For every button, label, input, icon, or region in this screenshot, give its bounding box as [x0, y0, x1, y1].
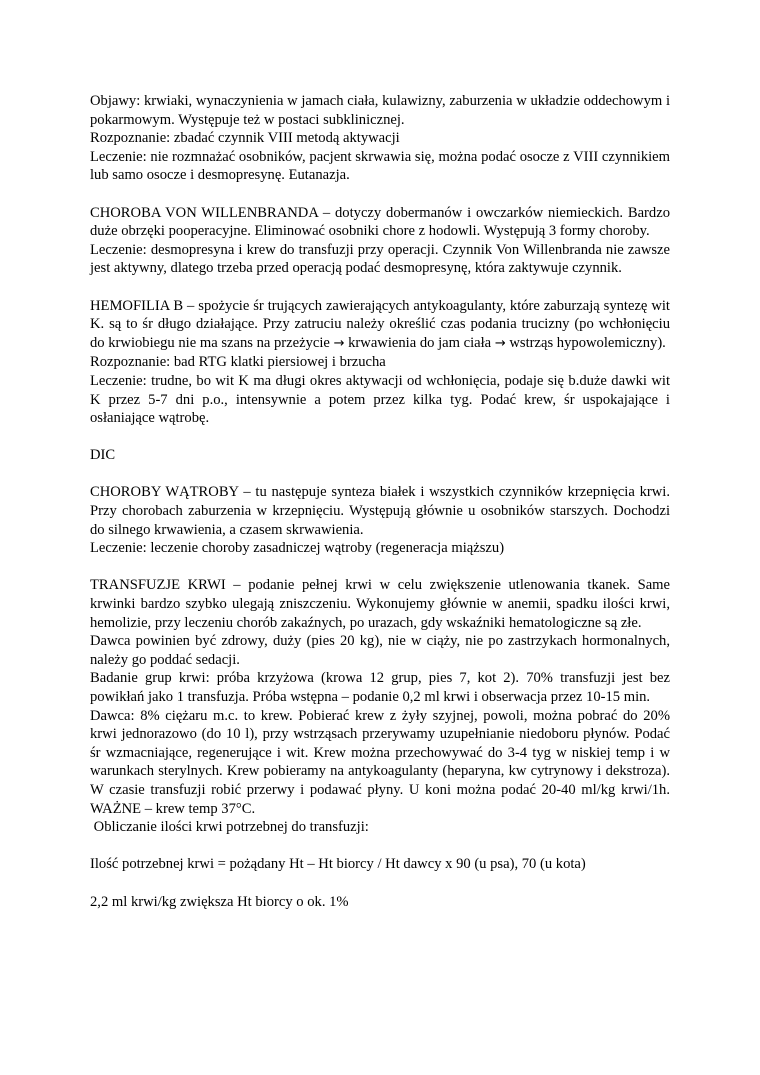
choroby-watroby-treatment: Leczenie: leczenie choroby zasadniczej wątroby (regeneracja miąższu) [90, 540, 505, 557]
hemofilia-b-treatment: Leczenie: trudne, bo wit K ma długi okres aktywacji od wchłonięcia, podaje się b.duże dawki wit K przez 5-7 dni p.o., intensywnie a potem przez kilka tyg. Podać krew, śr uspokajające i osłaniające wątrobę. [90, 372, 670, 427]
hemofilia-b-diagnosis: Rozpoznanie: bad RTG klatki piersiowej i brzucha [90, 354, 386, 371]
spacer [90, 428, 670, 447]
spacer [90, 185, 670, 204]
spacer [90, 465, 670, 484]
rozpoznanie-paragraph: Rozpoznanie: zbadać czynnik VIII metodą aktywacji [90, 130, 400, 147]
spacer [90, 837, 670, 856]
choroby-watroby-paragraph: CHOROBY WĄTROBY – tu następuje synteza białek i wszystkich czynników krzepnięcia krwi. Przy chorobach zaburzenia w krzepnięciu. Występują głównie u osobników starszych. Dochodzi do silnego krwawienia, a czasem skrwawienia. [90, 484, 670, 538]
spacer [90, 278, 670, 297]
document-page [90, 92, 670, 911]
von-willenbrand-treatment: Leczenie: desmopresyna i krew do transfuzji przy operacji. Czynnik Von Willenbranda nie zawsze jest aktywny, dlatego trzeba przed operacją podać desmopresynę, która zaktywuje czynnik. [90, 241, 670, 277]
formula-line: Ilość potrzebnej krwi = pożądany Ht – Ht biorcy / Ht dawcy x 90 (u psa), 70 (u kota) [90, 856, 586, 873]
von-willenbrand-paragraph: CHOROBA VON WILLENBRANDA – dotyczy dobermanów i owczarków niemieckich. Bardzo duże obrzęki pooperacyjne. Eliminować osobniki chore z hodowli. Występują 3 formy choroby. [90, 204, 670, 240]
arrow-right-icon: → [494, 335, 506, 351]
dawca-collection: Dawca: 8% ciężaru m.c. to krew. Pobierać krew z żyły szyjnej, powoli, można pobrać do 20% krwi jednorazowo (do 10 l), przy wstrząsach przerywamy uzupełnianie niedoboru płynów. Podać śr wzmacniające, regenerujące i wit. Krew można przechowywać do 3-4 tyg w niskiej temp i w warunkach sterylnych. Krew pobieramy na antykoagulanty (heparyna, kw cytrynowy i dekstroza). W czasie transfuzji robić przerwy i podawać płyny. U koni można podać 20-40 ml/kg krwi/1h. WAŻNE – krew temp 37°C. [90, 707, 670, 817]
leczenie-paragraph: Leczenie: nie rozmnażać osobników, pacjent skrwawia się, można podać osocze z VIII czynnikiem lub samo osocze i desmopresynę. Eutanazja. [90, 148, 670, 184]
ht-note: 2,2 ml krwi/kg zwiększa Ht biorcy o ok. 1% [90, 893, 349, 910]
hemofilia-b-text-b: krwawienia do jam ciała [348, 334, 492, 351]
arrow-right-icon: → [333, 335, 345, 351]
dawca-requirements: Dawca powinien być zdrowy, duży (pies 20 kg), nie w ciąży, nie po zastrzykach hormonalnych, należy go poddać sedacji. [90, 633, 670, 668]
objawy-paragraph: Objawy: krwiaki, wynaczynienia w jamach ciała, kulawizny, zaburzenia w układzie oddechowym i pokarmowym. Występuje też w postaci subklinicznej. [90, 93, 670, 128]
calculation-heading: Obliczanie ilości krwi potrzebnej do transfuzji: [90, 819, 369, 836]
hemofilia-b-text-a: HEMOFILIA B – spożycie śr trujących zawierających antykoagulanty, które zaburzają syntezę wit K. są to śr długo działające. Przy zatruciu należy określić czas podania trucizny (po wchłonięciu do krwiobiegu nie ma szans na przeżycie [90, 297, 670, 351]
blood-group-testing: Badanie grup krwi: próba krzyżowa (krowa 12 grup, pies 7, kot 2). 70% transfuzji jest bez powikłań jako 1 transfuzja. Próba wstępna – podanie 0,2 ml krwi i obserwacja przez 10-15 min. [90, 670, 670, 705]
hemofilia-b-paragraph [90, 297, 670, 354]
spacer [90, 558, 670, 577]
dic-heading: DIC [90, 447, 116, 464]
transfuzje-paragraph: TRANSFUZJE KRWI – podanie pełnej krwi w celu zwiększenie utlenowania tkanek. Same krwinki bardzo szybko ulegają zniszczeniu. Wykonujemy głównie w anemii, spadku ilości krwi, hemolizie, przy leczeniu chorób zakaźnych, po urazach, gdy wskaźniki hematologiczne są złe. [90, 577, 670, 631]
hemofilia-b-text-c: wstrząs hypowolemiczny). [509, 334, 666, 351]
spacer [90, 874, 670, 893]
